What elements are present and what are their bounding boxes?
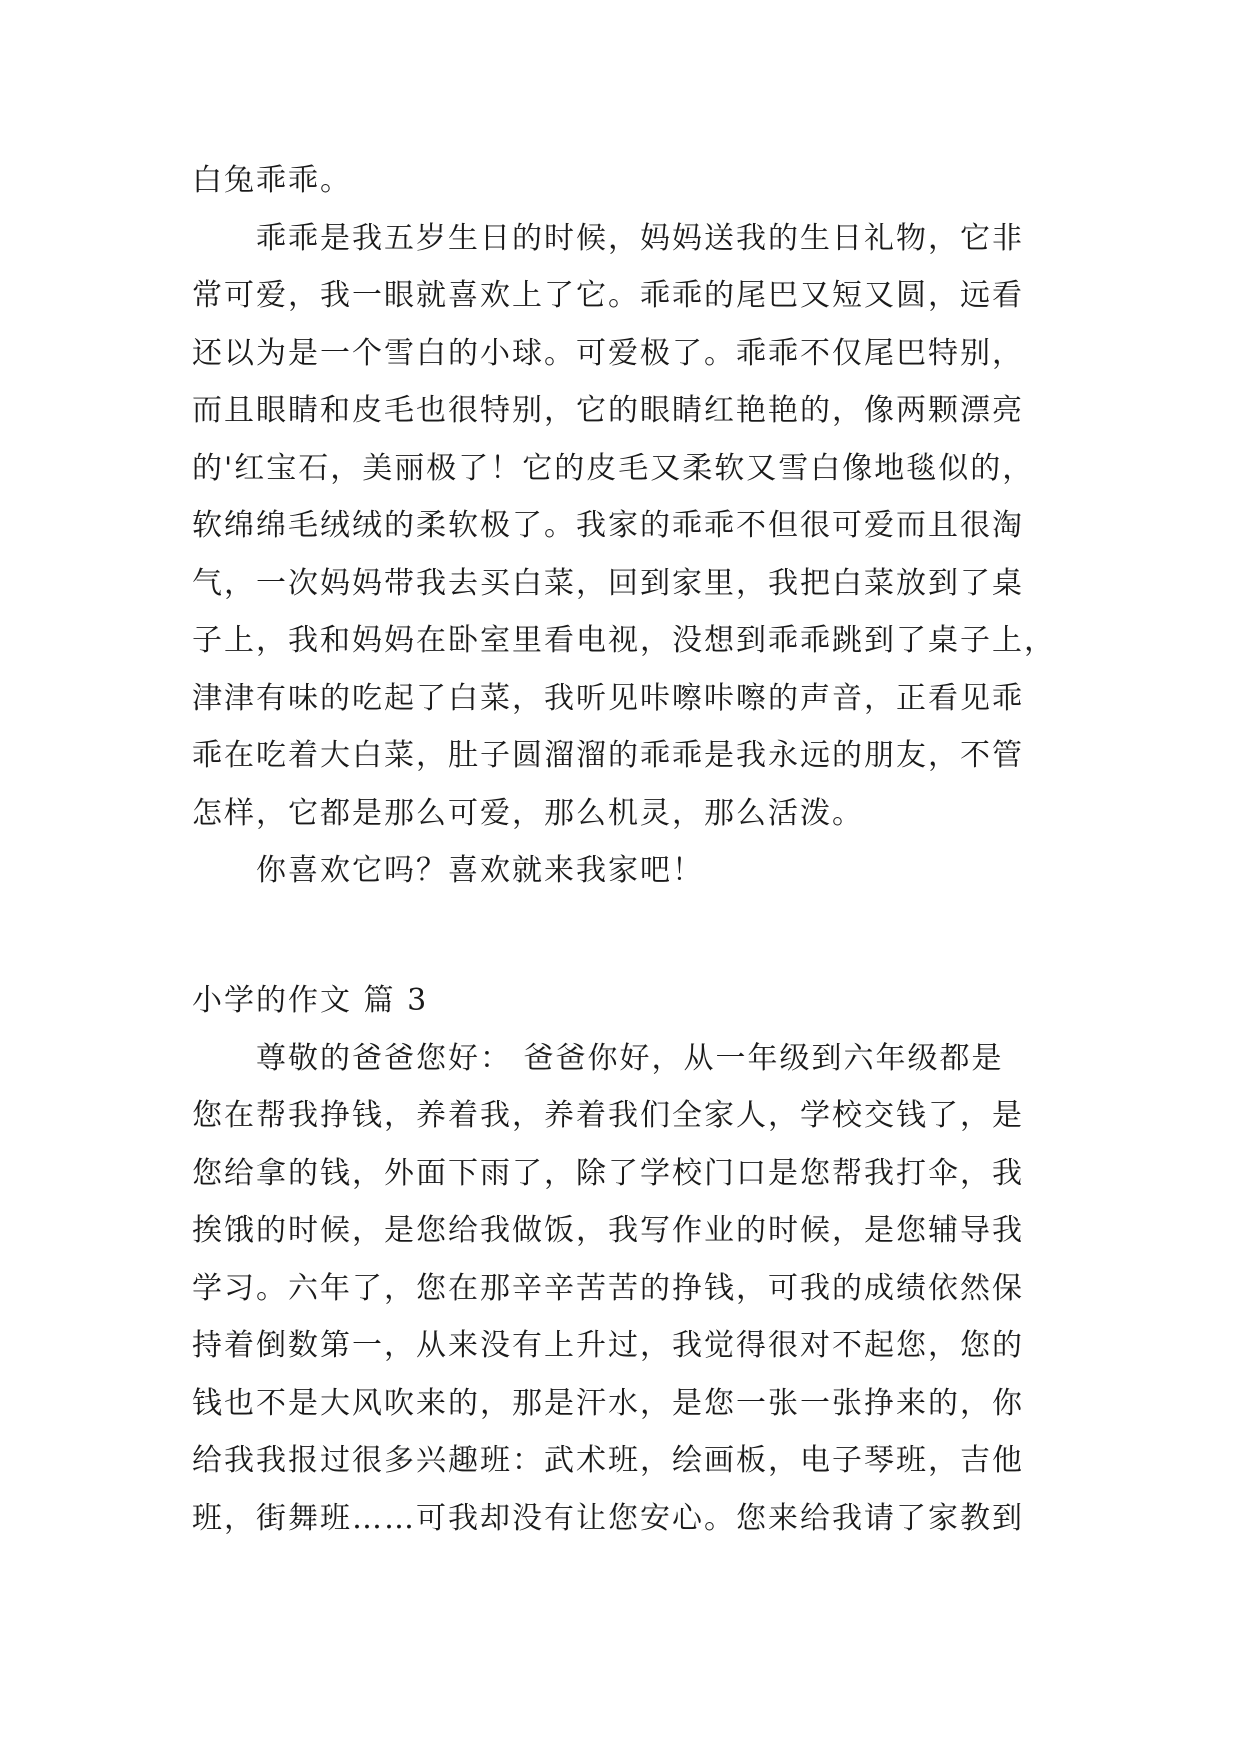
text-line: 常可爱，我一眼就喜欢上了它。乖乖的尾巴又短又圆，远看 [192,278,1024,313]
text-line: 学习。六年了，您在那辛辛苦苦的挣钱，可我的成绩依然保 [192,1270,1024,1306]
text-line: 白兔乖乖。 [192,163,352,198]
text-line: 乖在吃着大白菜，肚子圆溜溜的乖乖是我永远的朋友，不管 [192,738,1024,773]
section-heading: 小学的作文 篇 3 [192,983,429,1018]
text-line: 班，街舞班……可我却没有让您安心。您来给我请了家教到 [192,1500,1024,1536]
text-line: 的'红宝石，美丽极了！它的皮毛又柔软又雪白像地毯似的， [192,450,1035,486]
text-line: 钱也不是大风吹来的，那是汗水，是您一张一张挣来的，你 [192,1385,1024,1421]
text-line: 还以为是一个雪白的小球。可爱极了。乖乖不仅尾巴特别， [192,335,1024,371]
paragraph-start-line: 你喜欢它吗？喜欢就来我家吧！ [256,853,704,888]
paragraph-start-line: 乖乖是我五岁生日的时候，妈妈送我的生日礼物，它非 [256,220,1024,256]
essay-section-a [192,152,1056,900]
text-line: 持着倒数第一，从来没有上升过，我觉得很对不起您，您的 [192,1328,1024,1363]
text-line: 怎样，它都是那么可爱，那么机灵，那么活泼。 [192,795,864,831]
text-line: 挨饿的时候，是您给我做饭，我写作业的时候，是您辅导我 [192,1213,1024,1248]
essay-section-b [192,972,1052,1547]
text-line: 给我我报过很多兴趣班：武术班，绘画板，电子琴班，吉他 [192,1443,1024,1478]
paragraph-start-line: 尊敬的爸爸您好： 爸爸你好，从一年级到六年级都是 [256,1040,1004,1076]
text-line: 您在帮我挣钱，养着我，养着我们全家人，学校交钱了，是 [192,1098,1024,1133]
text-line: 气，一次妈妈带我去买白菜，回到家里，我把白菜放到了桌 [192,565,1024,601]
text-line: 而且眼睛和皮毛也很特别，它的眼睛红艳艳的，像两颗漂亮 [192,393,1024,428]
text-line: 津津有味的吃起了白菜，我听见咔嚓咔嚓的声音，正看见乖 [192,680,1024,716]
text-line: 您给拿的钱，外面下雨了，除了学校门口是您帮我打伞，我 [192,1155,1024,1191]
text-line: 子上，我和妈妈在卧室里看电视，没想到乖乖跳到了桌子上， [192,623,1056,658]
text-line: 软绵绵毛绒绒的柔软极了。我家的乖乖不但很可爱而且很淘 [192,508,1024,543]
